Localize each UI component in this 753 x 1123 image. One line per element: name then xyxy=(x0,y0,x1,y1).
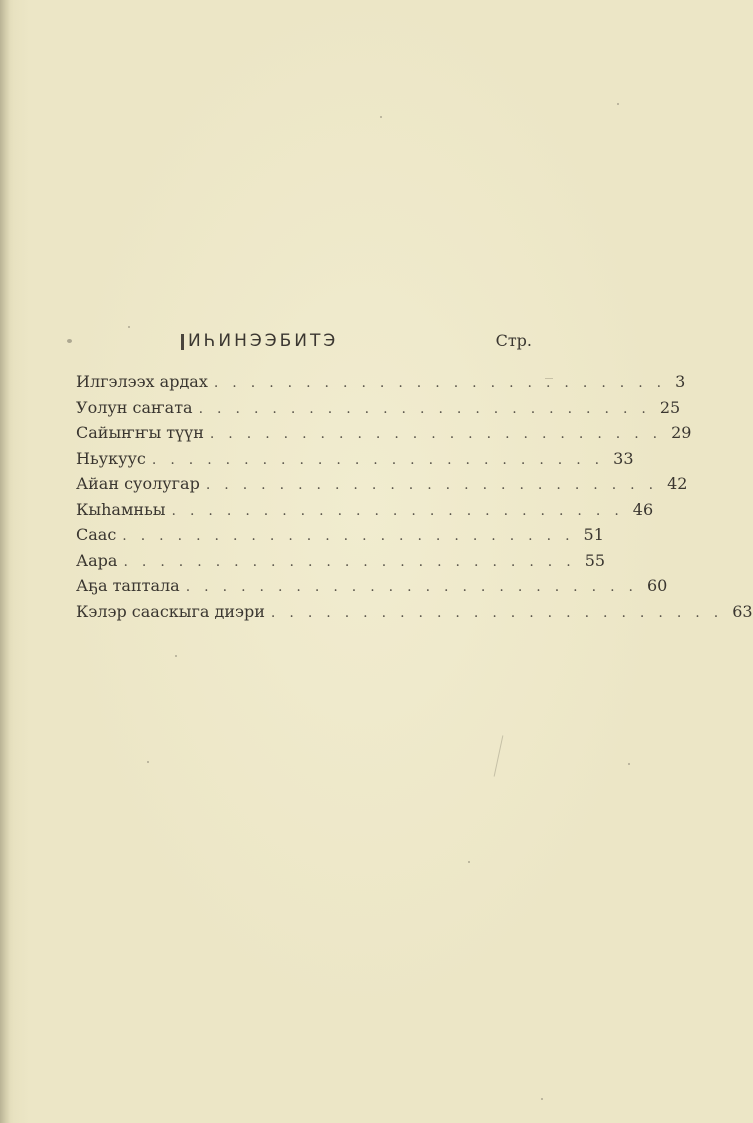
entry-title: Илгэлээх ардах xyxy=(76,372,208,391)
entry-page: 63 xyxy=(732,601,753,621)
toc-entry xyxy=(76,420,692,446)
entry-title: Аара xyxy=(76,550,118,570)
entry-page: 29 xyxy=(671,423,692,442)
entry-title: Аҕа таптала xyxy=(76,576,180,595)
entry-page: 55 xyxy=(584,550,606,570)
entry-page: 42 xyxy=(667,474,688,493)
paper-speck xyxy=(628,763,630,765)
paper-speck xyxy=(468,861,470,863)
dot-leader: ......................... xyxy=(205,477,668,493)
toc-entry xyxy=(76,471,688,497)
paper-speck xyxy=(175,655,177,657)
toc-entry xyxy=(76,599,753,625)
toc-entry xyxy=(76,573,668,599)
table-of-contents xyxy=(76,327,753,624)
entry-page: 51 xyxy=(583,525,604,544)
dot-leader: ......................... xyxy=(122,528,584,544)
toc-entry xyxy=(76,369,686,395)
dot-leader: ......................... xyxy=(171,502,633,519)
paper-speck xyxy=(380,116,382,118)
entry-title: Сайыҥҥы түүн xyxy=(76,423,204,442)
entry-page: 46 xyxy=(632,499,654,519)
toc-entry xyxy=(76,446,634,472)
paper-speck xyxy=(541,1098,543,1100)
dot-leader: ......................... xyxy=(123,553,585,570)
toc-entry xyxy=(76,497,654,523)
toc-title: ИҺИНЭЭБИТЭ xyxy=(188,331,339,351)
paper-speck xyxy=(617,103,619,105)
entry-title: Саас xyxy=(76,525,117,544)
entry-title: Кэлэр сааскыга диэри xyxy=(76,601,265,621)
paper-speck xyxy=(147,761,149,763)
entry-title: Айан суолугар xyxy=(76,474,200,493)
entry-title: Кыһамньы xyxy=(76,499,166,519)
dot-leader: ......................... xyxy=(185,579,647,595)
toc-header xyxy=(76,327,532,355)
dot-leader: ......................... xyxy=(209,426,672,442)
dot-leader: ......................... xyxy=(151,451,614,468)
dot-leader: ......................... xyxy=(270,604,733,621)
entry-title: Ньукуус xyxy=(76,448,146,468)
dot-leader: ......................... xyxy=(198,400,660,417)
paper-scratch xyxy=(494,735,504,776)
dot-leader: ......................... xyxy=(213,375,676,391)
entry-page: 60 xyxy=(646,576,668,595)
page-column-label: Стр. xyxy=(495,331,532,350)
page-edge-shadow xyxy=(0,0,10,1123)
toc-entry xyxy=(76,522,604,548)
entry-page: 3 xyxy=(675,372,686,391)
paper-speck xyxy=(67,339,72,343)
toc-entry xyxy=(76,395,681,421)
toc-entries xyxy=(76,369,753,624)
toc-entry xyxy=(76,548,606,574)
entry-page: 33 xyxy=(613,448,634,468)
title-bracket-mark xyxy=(181,334,184,350)
entry-title: Уолун саҥата xyxy=(76,397,193,417)
entry-page: 25 xyxy=(659,397,681,417)
